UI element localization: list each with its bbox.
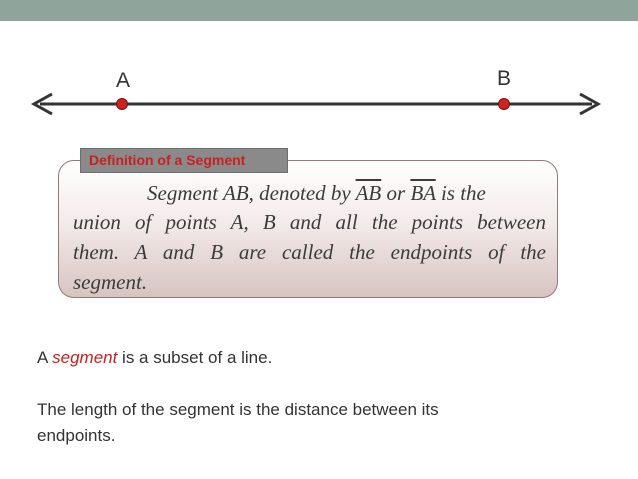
definition-tag: Definition of a Segment (80, 148, 288, 173)
definition-line-2: union of points A, B and all the points between (73, 210, 546, 234)
point-a-dot (117, 99, 128, 110)
point-b-label: B (497, 67, 512, 90)
segment-length-text-2: endpoints. (37, 426, 116, 445)
segment-length-text-1: The length of the segment is the distance between its (37, 400, 439, 419)
segment-term: segment (52, 348, 118, 367)
definition-line-4: segment. (73, 270, 148, 294)
point-a-label: A (116, 69, 131, 92)
segment-subset-text (37, 346, 272, 370)
point-b-dot (499, 99, 510, 110)
body-text: A (37, 348, 53, 367)
definition-text: Segment AB, denoted by (147, 181, 356, 205)
line-diagram (0, 0, 638, 140)
segment-ba-notation: $\overline{BA}$ (410, 181, 436, 205)
definition-line-3: them. A and B are called the endpoints of the (73, 240, 546, 264)
definition-line-1 (73, 181, 546, 206)
body-text: is a subset of a line. (117, 348, 273, 367)
segment-ab-notation: $\overline{AB}$ (355, 181, 382, 205)
definition-text: is the (435, 181, 486, 205)
definition-text: or (381, 181, 411, 205)
